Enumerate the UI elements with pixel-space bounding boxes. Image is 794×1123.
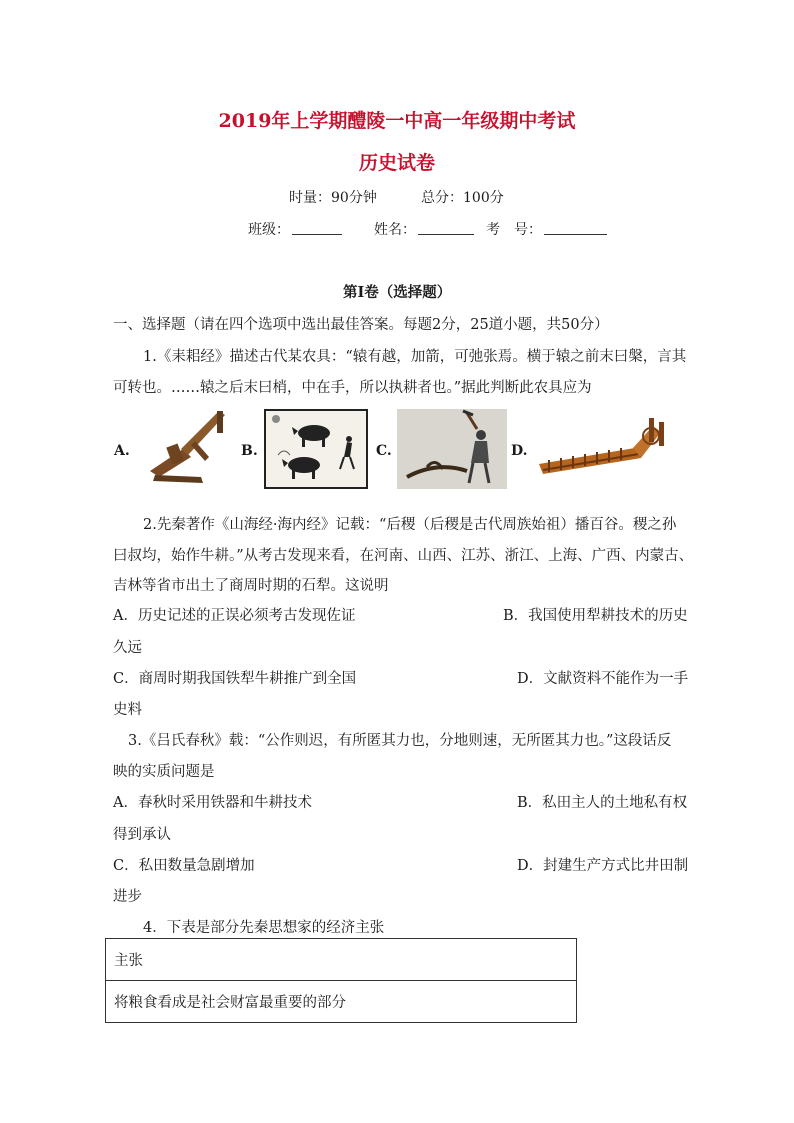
q3-option-b[interactable]: B．私田主人的土地私有权 [517, 795, 688, 811]
q1-option-a-label[interactable]: A. [114, 443, 130, 459]
name-label: 姓名： [374, 222, 416, 238]
q3-stem-line1: 3.《吕氏春秋》载：“公作则迟，有所匿其力也，分地则速，无所匿其力也。”这段话反 [128, 733, 672, 749]
section-instructions: 一、选择题（请在四个选项中选出最佳答案。每题2分，25道小题，共50分） [113, 317, 609, 333]
q3-option-d[interactable]: D．封建生产方式比井田制 [517, 858, 689, 874]
ox-plowing-mural-icon [264, 409, 368, 489]
number-label: 考 号： [486, 222, 542, 238]
q2-stem-line2: 曰叔均，始作牛耕。”从考古发现来看，在河南、山西、江苏、浙江、上海、广西、内蒙古、 [113, 548, 694, 564]
q2-option-b-cont: 久远 [113, 640, 142, 656]
q2-option-d-cont: 史料 [113, 702, 142, 718]
q1-option-a-image[interactable] [135, 405, 235, 485]
class-label: 班级： [248, 222, 290, 238]
score-label: 总分：100分 [421, 190, 504, 206]
exam-subject: 历史试卷 [358, 152, 435, 174]
q3-stem-line2: 映的实质问题是 [113, 764, 215, 780]
q2-stem-line3: 吉林等省市出土了商周时期的石犁。这说明 [113, 578, 389, 594]
q3-option-c[interactable]: C．私田数量急剧增加 [113, 858, 255, 874]
class-blank[interactable] [292, 234, 342, 235]
wooden-plow-icon [135, 405, 235, 485]
q1-stem-line1: 1.《耒耜经》描述古代某农具：“辕有越，加箭，可弛张焉。横于辕之前末曰槃，言其 [143, 349, 687, 365]
q3-option-b-cont: 得到承认 [113, 827, 171, 843]
q3-option-a[interactable]: A．春秋时采用铁器和牛耕技术 [113, 795, 312, 811]
q2-stem-line1: 2.先秦著作《山海经·海内经》记载：“后稷（后稷是古代周族始祖）播百谷。稷之孙 [143, 517, 677, 533]
q4-table [105, 938, 577, 1023]
q1-option-d-image[interactable] [535, 414, 667, 482]
name-blank[interactable] [418, 234, 474, 235]
q2-option-b[interactable]: B．我国使用犁耕技术的历史 [503, 608, 688, 624]
q1-option-c-label[interactable]: C. [376, 443, 392, 459]
q3-option-d-cont: 进步 [113, 889, 142, 905]
table-row [106, 939, 577, 981]
q2-option-a[interactable]: A．历史记述的正误必须考古发现佐证 [113, 608, 356, 624]
exam-title: 2019年上学期醴陵一中高一年级期中考试 [218, 110, 576, 132]
q1-option-b-label[interactable]: B. [241, 443, 258, 459]
q1-option-c-image[interactable] [397, 409, 507, 489]
number-blank[interactable] [544, 234, 607, 235]
q1-stem-line2: 可转也。……辕之后末曰梢，中在手，所以执耕者也。”据此判断此农具应为 [113, 380, 592, 396]
volume-title: 第Ⅰ卷（选择题） [343, 284, 452, 301]
table-cell: 将粮食看成是社会财富最重要的部分 [106, 981, 577, 1023]
table-header-cell: 主张 [106, 939, 577, 981]
table-row [106, 981, 577, 1023]
q1-option-d-label[interactable]: D. [511, 443, 528, 459]
dragon-bone-waterwheel-icon [535, 414, 667, 482]
q2-option-d[interactable]: D．文献资料不能作为一手 [517, 671, 689, 687]
q2-option-c[interactable]: C．商周时期我国铁犁牛耕推广到全国 [113, 671, 357, 687]
q1-option-b-image[interactable] [264, 409, 368, 489]
q4-stem: 4．下表是部分先秦思想家的经济主张 [143, 920, 385, 936]
hoe-farmer-icon [397, 409, 507, 489]
time-label: 时量：90分钟 [289, 190, 377, 206]
